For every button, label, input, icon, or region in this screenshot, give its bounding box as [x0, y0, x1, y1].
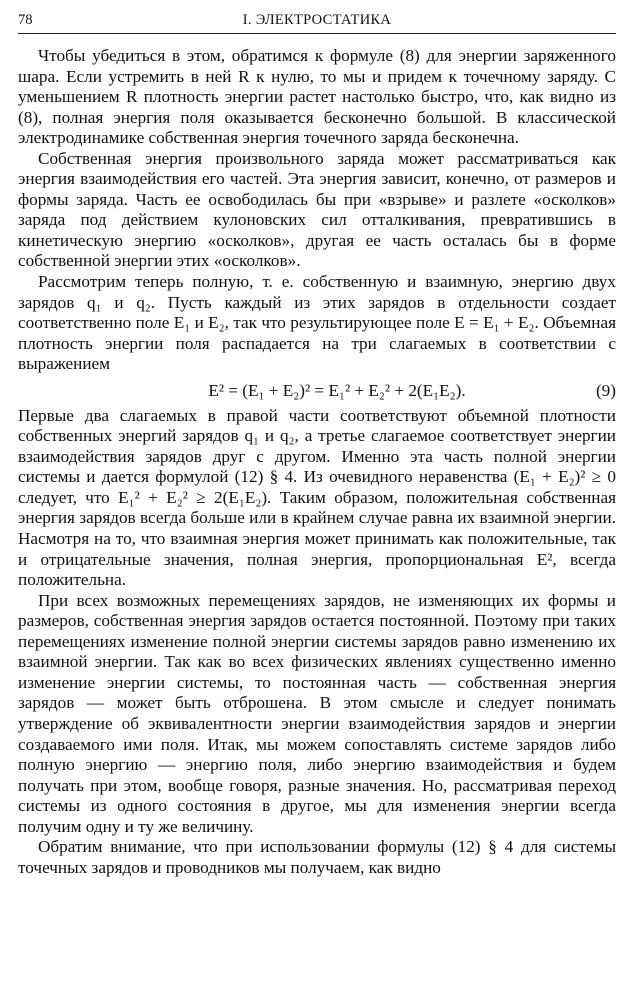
header-rule	[18, 33, 616, 34]
paragraph-4: Первые два слагаемых в правой части соответствуют объемной плотности собственных энергий зарядов q₁ и q₂, а третье слагаемое соответствует энергии взаимодействия зарядов друг с другом. Именно эта часть полной энергии системы и дается формулой (12) § 4. Из очевидного неравенства (E₁ + E₂)² ≥ 0 следует, что E₁² + E₂² ≥ 2(E₁E₂). Таким образом, положительная собственная энергия зарядов всегда больше или в крайнем случае равна их взаимной энергии. Насмотря на то, что взаимная энергия может принимать как положительные, так и отрицательные значения, полная энергия, пропорциональная E², всегда положительна.	[18, 405, 616, 590]
paragraph-6: Обратим внимание, что при использовании формулы (12) § 4 для системы точечных зарядов и проводников мы получаем, как видно	[18, 837, 616, 877]
paragraph-3: Рассмотрим теперь полную, т. е. собственную и взаимную, энергию двух зарядов q₁ и q₂. Пусть каждый из этих зарядов в отдельности создает соответственно поле E₁ и E₂, так что результирующее поле E = E₁ + E₂. Объемная плотность энергии поля распадается на три слагаемых в соответствии с выражением	[18, 272, 616, 374]
page-header	[18, 8, 616, 30]
formula-number: (9)	[595, 380, 616, 400]
page-number: 78	[18, 12, 33, 28]
formula-9	[18, 380, 616, 402]
formula-expression: E² = (E₁ + E₂)² = E₁² + E₂² + 2(E₁E₂).	[208, 380, 466, 400]
page-body	[18, 46, 616, 878]
paragraph-2: Собственная энергия произвольного заряда может рассматриваться как энергия взаимодействия его частей. Эта энергия зависит, конечно, от размеров и формы заряда. Часть ее освободилась бы при «взрыве» и разлете «осколков» заряда под действием кулоновских сил отталкивания, превратившись в кинетическую энергию «осколков», другая ее часть осталась бы в форме собственной энергии этих «осколков».	[18, 148, 616, 271]
paragraph-5: При всех возможных перемещениях зарядов, не изменяющих их формы и размеров, собственная энергия зарядов остается постоянной. Поэтому при таких перемещениях изменение полной энергии системы зарядов равно изменению их взаимной энергии. Так как во всех физических явлениях существенно именно изменение энергии системы, то постоянная часть — собственная энергия зарядов — может быть отброшена. В этом смысле и следует понимать утверждение об эквивалентности энергии взаимодействия зарядов и энергии создаваемого ими поля. Итак, мы можем сопоставлять системе зарядов либо полную энергию — энергию поля, либо энергию взаимодействия и будем получать при этом, вообще говоря, разные значения. Но, рассматривая переход системы из одного состояния в другое, мы для изменения энергии всегда получим одну и ту же величину.	[18, 590, 616, 836]
paragraph-1: Чтобы убедиться в этом, обратимся к формуле (8) для энергии заряженного шара. Если устремить в ней R к нулю, то мы и придем к точечному заряду. С уменьшением R плотность энергии растет настолько быстро, что, как видно из (8), полная энергия поля оказывается бесконечно большой. В классической электродинамике собственная энергия точечного заряда бесконечна.	[18, 46, 616, 148]
running-title: I. ЭЛЕКТРОСТАТИКА	[242, 12, 392, 28]
